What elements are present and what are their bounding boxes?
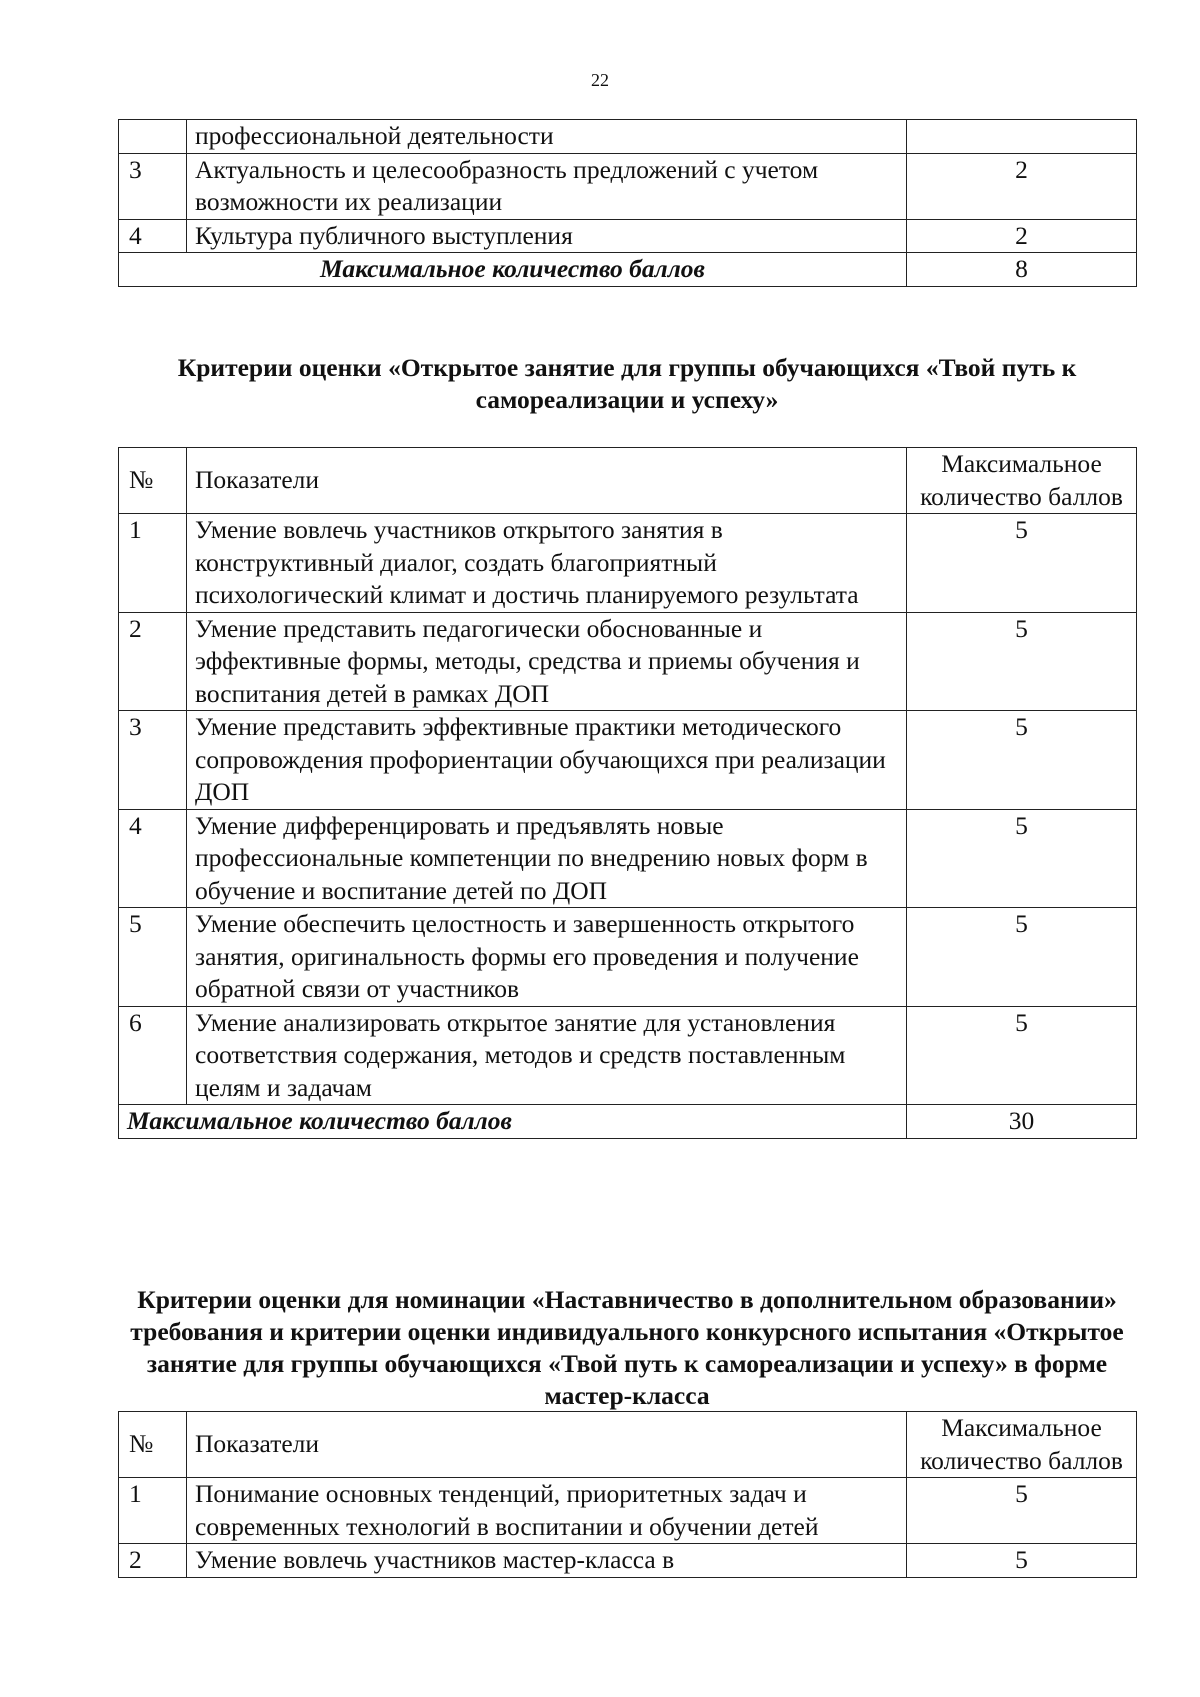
row-number: 3 (119, 711, 187, 810)
table-header-row (119, 448, 1137, 514)
row-indicator: Умение вовлечь участников открытого занятия в конструктивный диалог, создать благоприятный психологический климат и достичь планируемого результата (187, 514, 907, 613)
table-row (119, 1478, 1137, 1544)
total-label: Максимальное количество баллов (119, 253, 907, 287)
table-row (119, 153, 1137, 219)
row-indicator: Умение вовлечь участников мастер-класса в (187, 1544, 907, 1578)
table-row (119, 120, 1137, 154)
header-number: № (119, 448, 187, 514)
section-heading: Критерии оценки для номинации «Наставничество в дополнительном образовании» требования и критерии оценки индивидуального конкурсного испытания «Открытое занятие для группы обучающихся «Твой путь к самореализации и успеху» в форме мастер-класса (130, 1285, 1124, 1410)
header-indicators: Показатели (187, 448, 907, 514)
total-value: 30 (907, 1105, 1137, 1139)
criteria-table-open-lesson (118, 447, 1137, 1139)
row-number: 3 (119, 153, 187, 219)
row-points: 5 (907, 1478, 1137, 1544)
table-row (119, 809, 1137, 908)
table-header-row (119, 1412, 1137, 1478)
row-number: 1 (119, 1478, 187, 1544)
row-number: 6 (119, 1006, 187, 1105)
row-points: 5 (907, 514, 1137, 613)
row-points: 2 (907, 219, 1137, 253)
row-points: 2 (907, 153, 1137, 219)
row-number: 4 (119, 809, 187, 908)
section-heading: Критерии оценки «Открытое занятие для группы обучающихся «Твой путь к самореализации и успеху» (177, 353, 1077, 414)
page-number: 22 (591, 70, 609, 90)
row-number: 5 (119, 908, 187, 1007)
total-label: Максимальное количество баллов (119, 1105, 907, 1139)
header-number: № (119, 1412, 187, 1478)
row-points: 5 (907, 711, 1137, 810)
row-number: 2 (119, 1544, 187, 1578)
total-row (119, 253, 1137, 287)
criteria-table-master-class (118, 1411, 1137, 1578)
table-row (119, 514, 1137, 613)
table-row (119, 612, 1137, 711)
row-points: 5 (907, 1006, 1137, 1105)
row-points: 5 (907, 612, 1137, 711)
row-number: 2 (119, 612, 187, 711)
row-indicator: Актуальность и целесообразность предложений с учетом возможности их реализации (187, 153, 907, 219)
total-value: 8 (907, 253, 1137, 287)
row-number: 1 (119, 514, 187, 613)
table-row (119, 219, 1137, 253)
row-indicator: Умение анализировать открытое занятие для установления соответствия содержания, методов и средств поставленным целям и задачам (187, 1006, 907, 1105)
header-indicators: Показатели (187, 1412, 907, 1478)
row-indicator: Понимание основных тенденций, приоритетных задач и современных технологий в воспитании и обучении детей (187, 1478, 907, 1544)
row-points: 5 (907, 1544, 1137, 1578)
table-row (119, 711, 1137, 810)
row-indicator: Культура публичного выступления (187, 219, 907, 253)
row-points: 5 (907, 809, 1137, 908)
header-max-points: Максимальное количество баллов (907, 448, 1137, 514)
table-row (119, 1006, 1137, 1105)
header-max-points: Максимальное количество баллов (907, 1412, 1137, 1478)
table-row (119, 908, 1137, 1007)
row-indicator: Умение представить педагогически обоснованные и эффективные формы, методы, средства и приемы обучения и воспитания детей в рамках ДОП (187, 612, 907, 711)
row-points (907, 120, 1137, 154)
row-indicator: Умение дифференцировать и предъявлять новые профессиональные компетенции по внедрению новых форм в обучение и воспитание детей по ДОП (187, 809, 907, 908)
total-row (119, 1105, 1137, 1139)
row-number: 4 (119, 219, 187, 253)
table-row (119, 1544, 1137, 1578)
row-indicator: Умение обеспечить целостность и завершенность открытого занятия, оригинальность формы его проведения и получение обратной связи от участников (187, 908, 907, 1007)
row-indicator: профессиональной деятельности (187, 120, 907, 154)
row-indicator: Умение представить эффективные практики методического сопровождения профориентации обучающихся при реализации ДОП (187, 711, 907, 810)
criteria-table-continued (118, 119, 1137, 287)
row-number (119, 120, 187, 154)
row-points: 5 (907, 908, 1137, 1007)
